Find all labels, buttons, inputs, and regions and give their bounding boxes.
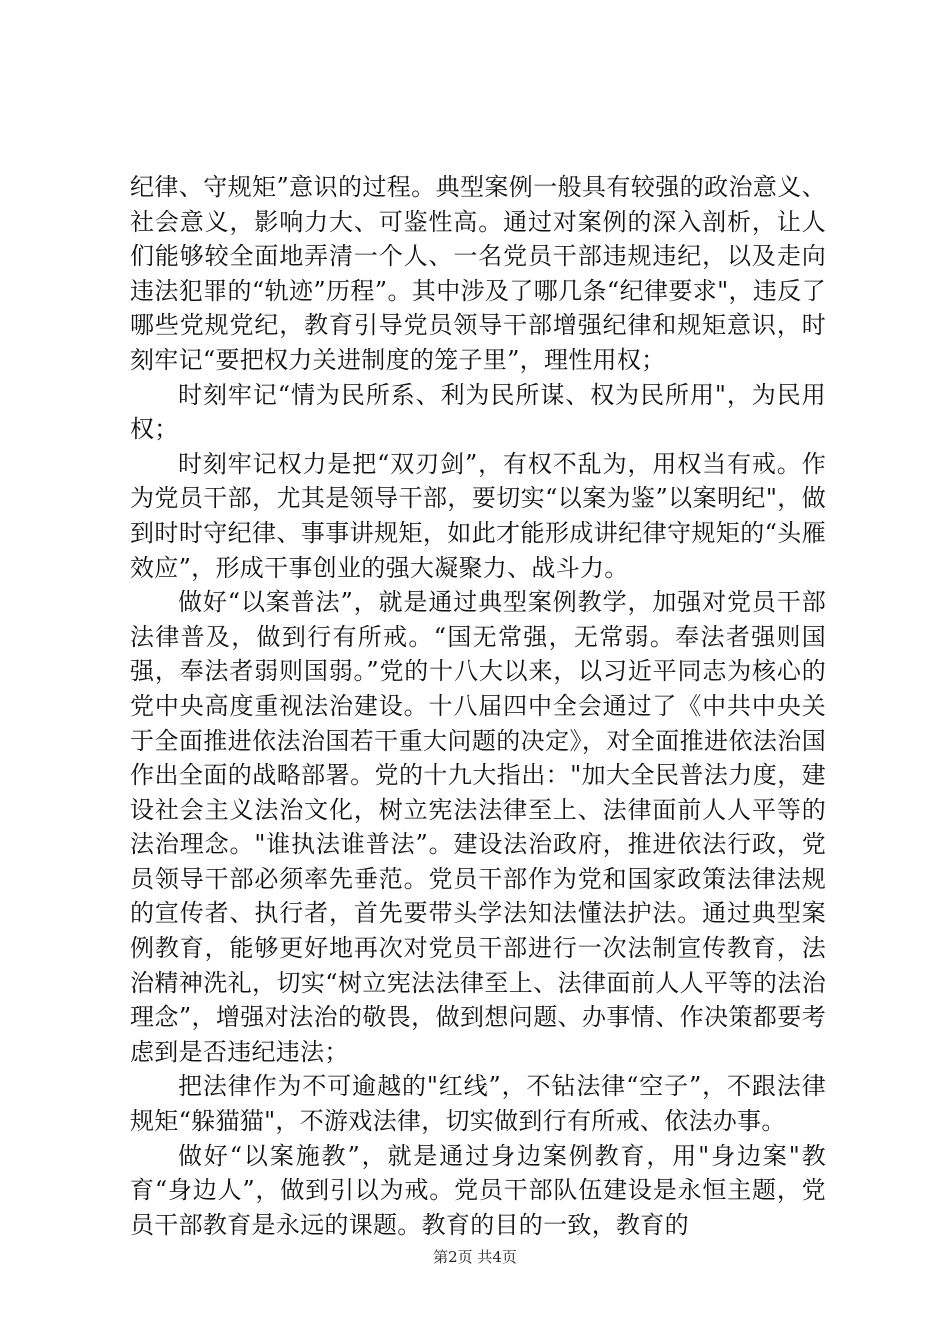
document-body bbox=[130, 170, 826, 1242]
paragraph-2: 时刻牢记“情为民所系、利为民所谋、权为民所用"，为民用权； bbox=[130, 380, 826, 444]
paragraph-1: 纪律、守规矩”意识的过程。典型案例一般具有较强的政治意义、社会意义，影响力大、可鉴性高。通过对案例的深入剖析，让人们能够较全面地弄清一个人、一名党员干部违规违纪，以及走向违法犯罪的“轨迹”历程”。其中涉及了哪几条“纪律要求"，违反了哪些党规党纪，教育引导党员领导干部增强纪律和规矩意识，时刻牢记“要把权力关进制度的笼子里”，理性用权； bbox=[130, 173, 826, 374]
paragraph-4: 做好“以案普法”，就是通过典型案例教学，加强对党员干部法律普及，做到行有所戒。“国无常强，无常弱。奉法者强则国强，奉法者弱则国弱。”党的十八大以来，以习近平同志为核心的党中央高度重视法治建设。十八届四中全会通过了《中共中央关于全面推进依法治国若干重大问题的决定》，对全面推进依法治国作出全面的战略部署。党的十九大指出："加大全民普法力度，建设社会主义法治文化，树立宪法法律至上、法律面前人人平等的法治理念。"谁执法谁普法”。建设法治政府，推进依法行政，党员领导干部必须率先垂范。党员干部作为党和国家政策法律法规的宣传者、执行者，首先要带头学法知法懂法护法。通过典型案例教育，能够更好地再次对党员干部进行一次法制宣传教育，法治精神洗礼，切实“树立宪法法律至上、法律面前人人平等的法治理念”，增强对法治的敬畏，做到想问题、办事情、作决策都要考虑到是否违纪违法； bbox=[130, 588, 826, 1066]
paragraph-6: 做好“以案施教”，就是通过身边案例教育，用"身边案"教育“身边人”，做到引以为戒。党员干部队伍建设是永恒主题，党员干部教育是永远的课题。教育的目的一致，教育的 bbox=[130, 1141, 826, 1239]
paragraph-3: 时刻牢记权力是把“双刃剑”，有权不乱为，用权当有戒。作为党员干部，尤其是领导干部，要切实“以案为鉴”以案明纪"，做到时时守纪律、事事讲规矩，如此才能形成讲纪律守规矩的“头雁效应”，形成干事创业的强大凝聚力、战斗力。 bbox=[130, 449, 826, 582]
page-number-footer: 第2页 共4页 bbox=[433, 1248, 517, 1266]
paragraph-5: 把法律作为不可逾越的"红线”，不钻法律“空子”，不跟法律规矩“躲猫猫"，不游戏法律，切实做到行有所戒、依法办事。 bbox=[130, 1072, 826, 1136]
